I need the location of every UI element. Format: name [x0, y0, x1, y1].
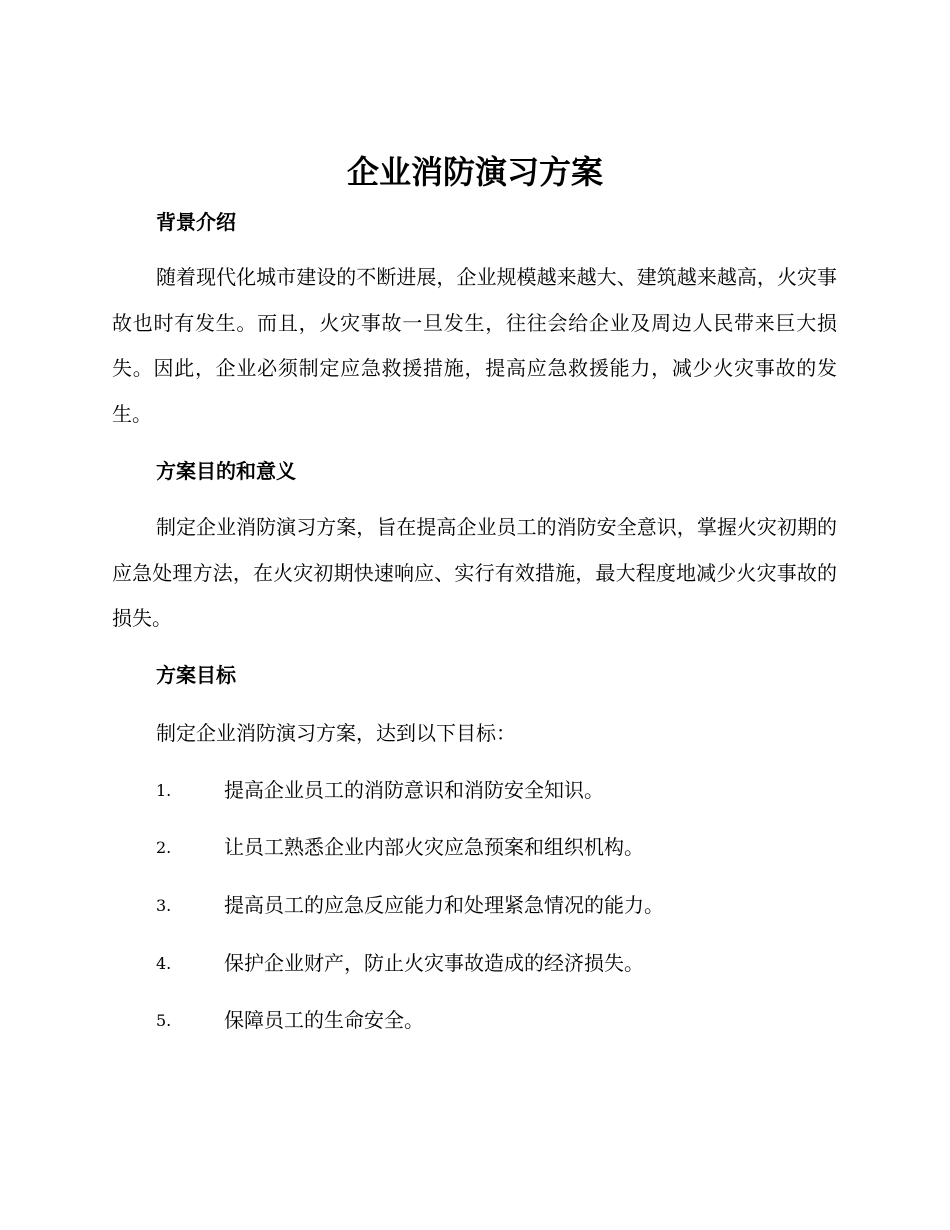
list-text: 保护企业财产，防止火灾事故造成的经济损失。 [224, 951, 644, 975]
list-number: 2. [156, 838, 172, 857]
list-number: 1. [156, 781, 172, 800]
list-item [156, 948, 856, 978]
list-number: 3. [156, 896, 172, 915]
section-heading-goals: 方案目标 [156, 663, 236, 687]
section-paragraph-background: 随着现代化城市建设的不断进展，企业规模越来越大、建筑越来越高，火灾事故也时有发生。而且，火灾事故一旦发生，往往会给企业及周边人民带来巨大损失。因此，企业必须制定应急救援措施，提高应急救援能力，减少火灾事故的发生。 [112, 265, 837, 426]
section-heading-background: 背景介绍 [156, 210, 236, 234]
list-item [156, 890, 856, 920]
list-number: 5. [156, 1011, 172, 1030]
list-text: 提高企业员工的消防意识和消防安全知识。 [224, 778, 604, 802]
section-paragraph-purpose: 制定企业消防演习方案，旨在提高企业员工的消防安全意识，掌握火灾初期的应急处理方法，在火灾初期快速响应、实行有效措施，最大程度地减少火灾事故的损失。 [112, 515, 837, 630]
list-item [156, 832, 856, 862]
list-text: 提高员工的应急反应能力和处理紧急情况的能力。 [224, 893, 664, 917]
section-heading-purpose: 方案目的和意义 [156, 459, 296, 483]
list-text: 让员工熟悉企业内部火灾应急预案和组织机构。 [224, 835, 644, 859]
list-item [156, 775, 856, 805]
list-text: 保障员工的生命安全。 [224, 1008, 424, 1032]
list-item [156, 1005, 856, 1035]
goals-intro: 制定企业消防演习方案，达到以下目标： [156, 721, 516, 745]
list-number: 4. [156, 954, 172, 973]
document-title: 企业消防演习方案 [346, 153, 603, 191]
